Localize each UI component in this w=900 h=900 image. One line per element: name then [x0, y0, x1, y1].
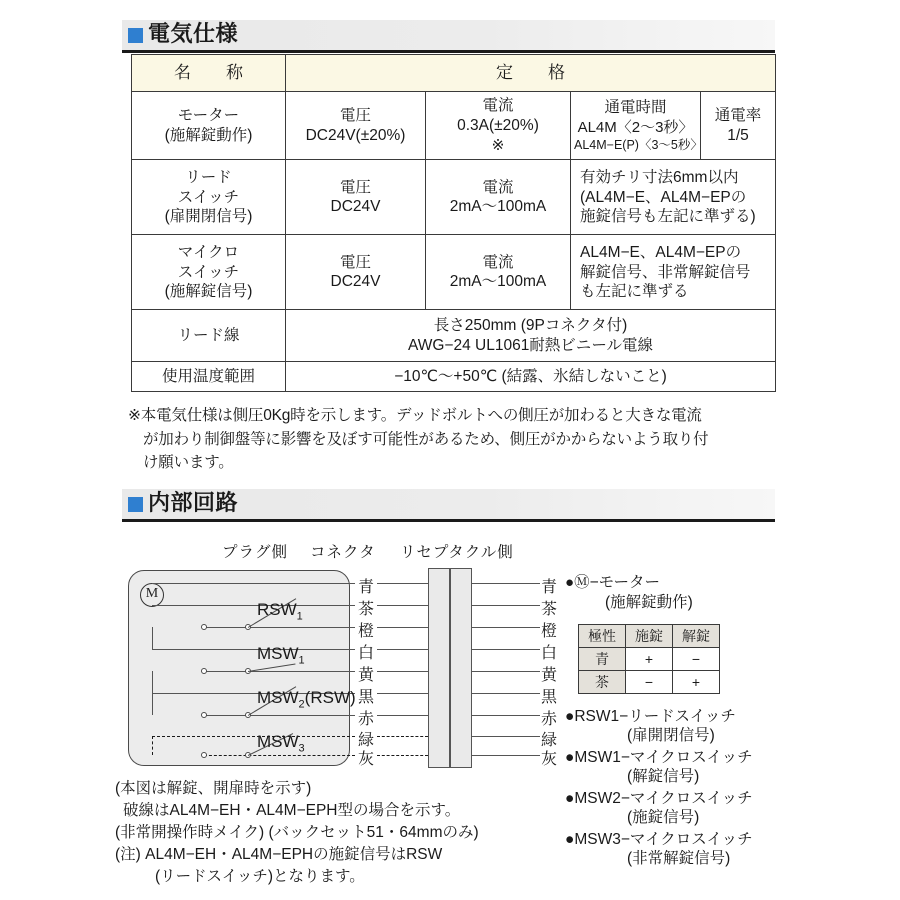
wire-mid-red — [377, 715, 428, 716]
legend-motor — [565, 573, 693, 612]
switch-node-msw3-left — [201, 752, 207, 758]
motor-symbol-icon: M — [140, 583, 164, 607]
micro-voltage-value: DC24V — [330, 273, 381, 291]
reed-remark-line1: 有効チリ寸法6mm以内 — [580, 168, 739, 186]
table-header-row — [132, 55, 776, 92]
table-row-lead-wire — [132, 310, 776, 362]
micro-current-value: 2mA〜100mA — [449, 273, 547, 291]
cell-reed-name — [132, 160, 286, 235]
cell-temp-name: 使用温度範囲 — [132, 362, 286, 392]
legend-rsw1-main: ●RSW1−リードスイッチ — [565, 708, 736, 725]
polarity-blue-name: 青 — [579, 648, 626, 671]
legend-msw3-main: ●MSW3−マイクロスイッチ — [565, 831, 753, 848]
wire-out-blue — [472, 583, 540, 584]
switch-node-msw2-left — [201, 712, 207, 718]
section-header-electrical — [122, 20, 775, 53]
polarity-header-row — [579, 625, 720, 648]
lead-spec-line2: AWG−24 UL1061耐熱ビニール電線 — [407, 336, 654, 354]
legend-motor-sub: (施解錠動作) — [605, 593, 693, 611]
table-row-motor — [132, 92, 776, 160]
wire-line-yellow — [204, 671, 355, 672]
reed-name-line1: リード — [185, 168, 232, 186]
section-marker-icon — [128, 28, 143, 43]
wire-label-right-black: 黒 — [540, 689, 557, 706]
polarity-blue-lock: + — [626, 648, 673, 671]
micro-remark-line1: AL4M−E、AL4M−EPの — [580, 243, 742, 261]
wire-line-gray — [204, 755, 355, 756]
polarity-blue-unlock: − — [673, 648, 720, 671]
polarity-row-blue — [579, 648, 720, 671]
legend-motor-symbol-icon: Ⓜ — [574, 574, 590, 591]
legend-rsw1 — [565, 707, 736, 746]
motor-duration-label: 通電時間 — [604, 99, 667, 117]
section-title-electrical: 電気仕様 — [148, 21, 239, 46]
spec-footnote — [128, 404, 708, 475]
switch-label-msw3: $MSW_3$ — [257, 732, 305, 755]
bus-jog-msw1 — [152, 671, 153, 693]
micro-remark-line2: 解錠信号、非常解錠信号 — [580, 263, 751, 281]
table-row-reed-switch — [132, 160, 776, 235]
reed-current-value: 2mA〜100mA — [449, 198, 547, 216]
wire-label-left-yellow: 黄 — [357, 667, 374, 684]
switch-label-msw2: $MSW_2(RSW)$ — [257, 688, 356, 711]
wire-label-right-yellow: 黄 — [540, 667, 557, 684]
connector-plug-half — [428, 568, 450, 768]
cell-lead-spec — [286, 310, 776, 362]
motor-name-line2: (施解錠動作) — [164, 126, 253, 144]
reed-remark-line2: (AL4M−E、AL4M−EPの — [580, 188, 747, 206]
motor-duration-al4me: AL4M−E(P)〈3〜5秒〉 — [574, 138, 703, 153]
cell-micro-name — [132, 235, 286, 310]
switch-node-msw1-left — [201, 668, 207, 674]
connector-receptacle-half — [450, 568, 472, 768]
circuit-footnotes — [115, 778, 479, 888]
polarity-brown-name: 茶 — [579, 671, 626, 694]
reed-voltage-value: DC24V — [330, 198, 381, 216]
cell-temp-spec: −10℃〜+50℃ (結露、氷結しないこと) — [286, 362, 776, 392]
wire-line-brown — [152, 605, 355, 606]
motor-duty-value: 1/5 — [727, 126, 749, 144]
label-receptacle-side: リセプタクル側 — [400, 544, 514, 561]
circuit-footnote-2: 破線はAL4M−EH・AL4M−EPH型の場合を示す。 — [123, 802, 461, 819]
col-header-rating: 定 格 — [286, 55, 776, 92]
reed-name-line3: (扉開閉信号) — [164, 208, 253, 226]
wire-mid-gray — [377, 755, 428, 756]
col-header-name: 名 称 — [132, 55, 286, 92]
legend-msw3-sub: (非常解錠信号) — [627, 850, 731, 868]
wire-label-right-white: 白 — [540, 645, 557, 662]
footnote-line3: け願います。 — [143, 454, 234, 472]
legend-msw2 — [565, 789, 753, 828]
cell-motor-duty — [701, 92, 776, 160]
wire-label-right-gray: 灰 — [540, 751, 557, 768]
wire-mid-green — [377, 736, 428, 737]
switch-label-rsw1: $RSW_1$ — [257, 600, 303, 623]
cell-reed-voltage — [286, 160, 426, 235]
wire-label-left-white: 白 — [357, 645, 374, 662]
section-title-circuit: 内部回路 — [148, 490, 239, 515]
table-row-temperature — [132, 362, 776, 392]
cell-motor-name — [132, 92, 286, 160]
section-header-circuit — [122, 489, 775, 522]
wire-out-red — [472, 715, 540, 716]
cell-micro-remark — [571, 235, 776, 310]
cell-micro-current — [426, 235, 571, 310]
wire-out-black — [472, 693, 540, 694]
bus-jog-msw3 — [152, 736, 153, 755]
motor-duty-label: 通電率 — [714, 106, 762, 124]
cell-motor-voltage — [286, 92, 426, 160]
circuit-footnote-4: (注) AL4M−EH・AL4M−EPHの施錠信号はRSW — [115, 846, 443, 863]
table-row-micro-switch — [132, 235, 776, 310]
micro-remark-line3: も左記に準ずる — [580, 283, 689, 301]
legend-msw2-main: ●MSW2−マイクロスイッチ — [565, 790, 753, 807]
micro-name-line2: スイッチ — [177, 263, 240, 281]
micro-name-line1: マイクロ — [177, 243, 240, 261]
polarity-col-polarity: 極性 — [579, 625, 626, 648]
circuit-footnote-1: (本図は解錠、開扉時を示す) — [115, 780, 312, 797]
wire-line-green — [152, 736, 355, 737]
polarity-brown-lock: − — [626, 671, 673, 694]
wire-out-white — [472, 649, 540, 650]
legend-motor-title: −モーター — [589, 574, 661, 591]
reed-current-label: 電流 — [482, 178, 514, 196]
motor-voltage-value: DC24V(±20%) — [305, 126, 406, 144]
motor-name-line1: モーター — [177, 106, 240, 124]
legend-msw1-main: ●MSW1−マイクロスイッチ — [565, 749, 753, 766]
label-connector: コネクタ — [310, 544, 376, 561]
micro-name-line3: (施解錠信号) — [164, 283, 253, 301]
wire-label-right-red: 赤 — [540, 711, 557, 728]
polarity-table — [578, 624, 720, 694]
wire-label-right-blue: 青 — [540, 579, 557, 596]
polarity-col-unlock: 解錠 — [673, 625, 720, 648]
wire-line-red — [204, 715, 355, 716]
wire-line-orange — [204, 627, 355, 628]
wire-label-left-orange: 橙 — [357, 623, 374, 640]
legend-msw2-sub: (施錠信号) — [627, 809, 700, 827]
wire-mid-black — [377, 693, 428, 694]
wire-label-right-brown: 茶 — [540, 601, 557, 618]
footnote-line1: ※本電気仕様は側圧0Kg時を示します。デッドボルトへの側圧が加わると大きな電流 — [128, 407, 702, 424]
wire-mid-blue — [377, 583, 428, 584]
wire-label-left-red: 赤 — [357, 711, 374, 728]
motor-current-label: 電流 — [482, 97, 514, 114]
motor-duration-al4m: AL4M〈2〜3秒〉 — [577, 119, 694, 137]
wire-out-gray — [472, 755, 540, 756]
wire-label-left-gray: 灰 — [357, 751, 374, 768]
section-marker-icon-2 — [128, 497, 143, 512]
wire-label-right-green: 緑 — [540, 732, 557, 749]
motor-voltage-label: 電圧 — [339, 106, 371, 124]
polarity-row-brown — [579, 671, 720, 694]
electrical-spec-table — [131, 54, 776, 392]
legend-rsw1-sub: (扉開閉信号) — [627, 727, 715, 745]
cell-reed-remark — [571, 160, 776, 235]
polarity-brown-unlock: + — [673, 671, 720, 694]
cell-micro-voltage — [286, 235, 426, 310]
circuit-footnote-3: (非常開操作時メイク) (バックセット51・64mmのみ) — [115, 824, 479, 841]
wire-out-brown — [472, 605, 540, 606]
reed-voltage-label: 電圧 — [339, 178, 371, 196]
footnote-line2: が加わり制御盤等に影響を及ぼす可能性があるため、側圧がかからないよう取り付 — [143, 430, 709, 448]
legend-msw1 — [565, 748, 753, 787]
wire-line-blue — [152, 583, 355, 584]
legend-msw3 — [565, 830, 753, 869]
motor-current-note: ※ — [491, 136, 505, 154]
reed-remark-line3: 施錠信号も左記に準ずる) — [580, 208, 756, 226]
cell-lead-name: リード線 — [132, 310, 286, 362]
reed-name-line2: スイッチ — [177, 188, 240, 206]
wire-label-left-blue: 青 — [357, 579, 374, 596]
legend-msw1-sub: (解錠信号) — [627, 768, 700, 786]
motor-current-value: 0.3A(±20%) — [457, 116, 539, 134]
switch-node-rsw1-left — [201, 624, 207, 630]
wire-label-left-brown: 茶 — [357, 601, 374, 618]
wire-label-left-black: 黒 — [357, 689, 374, 706]
wire-mid-yellow — [377, 671, 428, 672]
wire-out-green — [472, 736, 540, 737]
wire-mid-white — [377, 649, 428, 650]
wire-label-left-green: 緑 — [357, 732, 374, 749]
micro-voltage-label: 電圧 — [339, 253, 371, 271]
bus-jog-rsw — [152, 627, 153, 649]
cell-motor-current — [426, 92, 571, 160]
wire-out-yellow — [472, 671, 540, 672]
internal-circuit-diagram — [0, 520, 900, 900]
label-plug-side: プラグ側 — [222, 544, 289, 561]
switch-label-msw1: $MSW_1$ — [257, 644, 305, 667]
cell-reed-current — [426, 160, 571, 235]
wire-mid-orange — [377, 627, 428, 628]
wire-out-orange — [472, 627, 540, 628]
micro-current-label: 電流 — [482, 253, 514, 271]
lead-spec-line1: 長さ250mm (9Pコネクタ付) — [433, 317, 628, 335]
polarity-col-lock: 施錠 — [626, 625, 673, 648]
bus-jog-msw2 — [152, 693, 153, 715]
cell-motor-duration — [571, 92, 701, 160]
legend-bullet-motor: ● — [565, 574, 575, 591]
wire-mid-brown — [377, 605, 428, 606]
circuit-footnote-5: (リードスイッチ)となります。 — [155, 868, 365, 885]
wire-line-white — [152, 649, 355, 650]
wire-label-right-orange: 橙 — [540, 623, 557, 640]
